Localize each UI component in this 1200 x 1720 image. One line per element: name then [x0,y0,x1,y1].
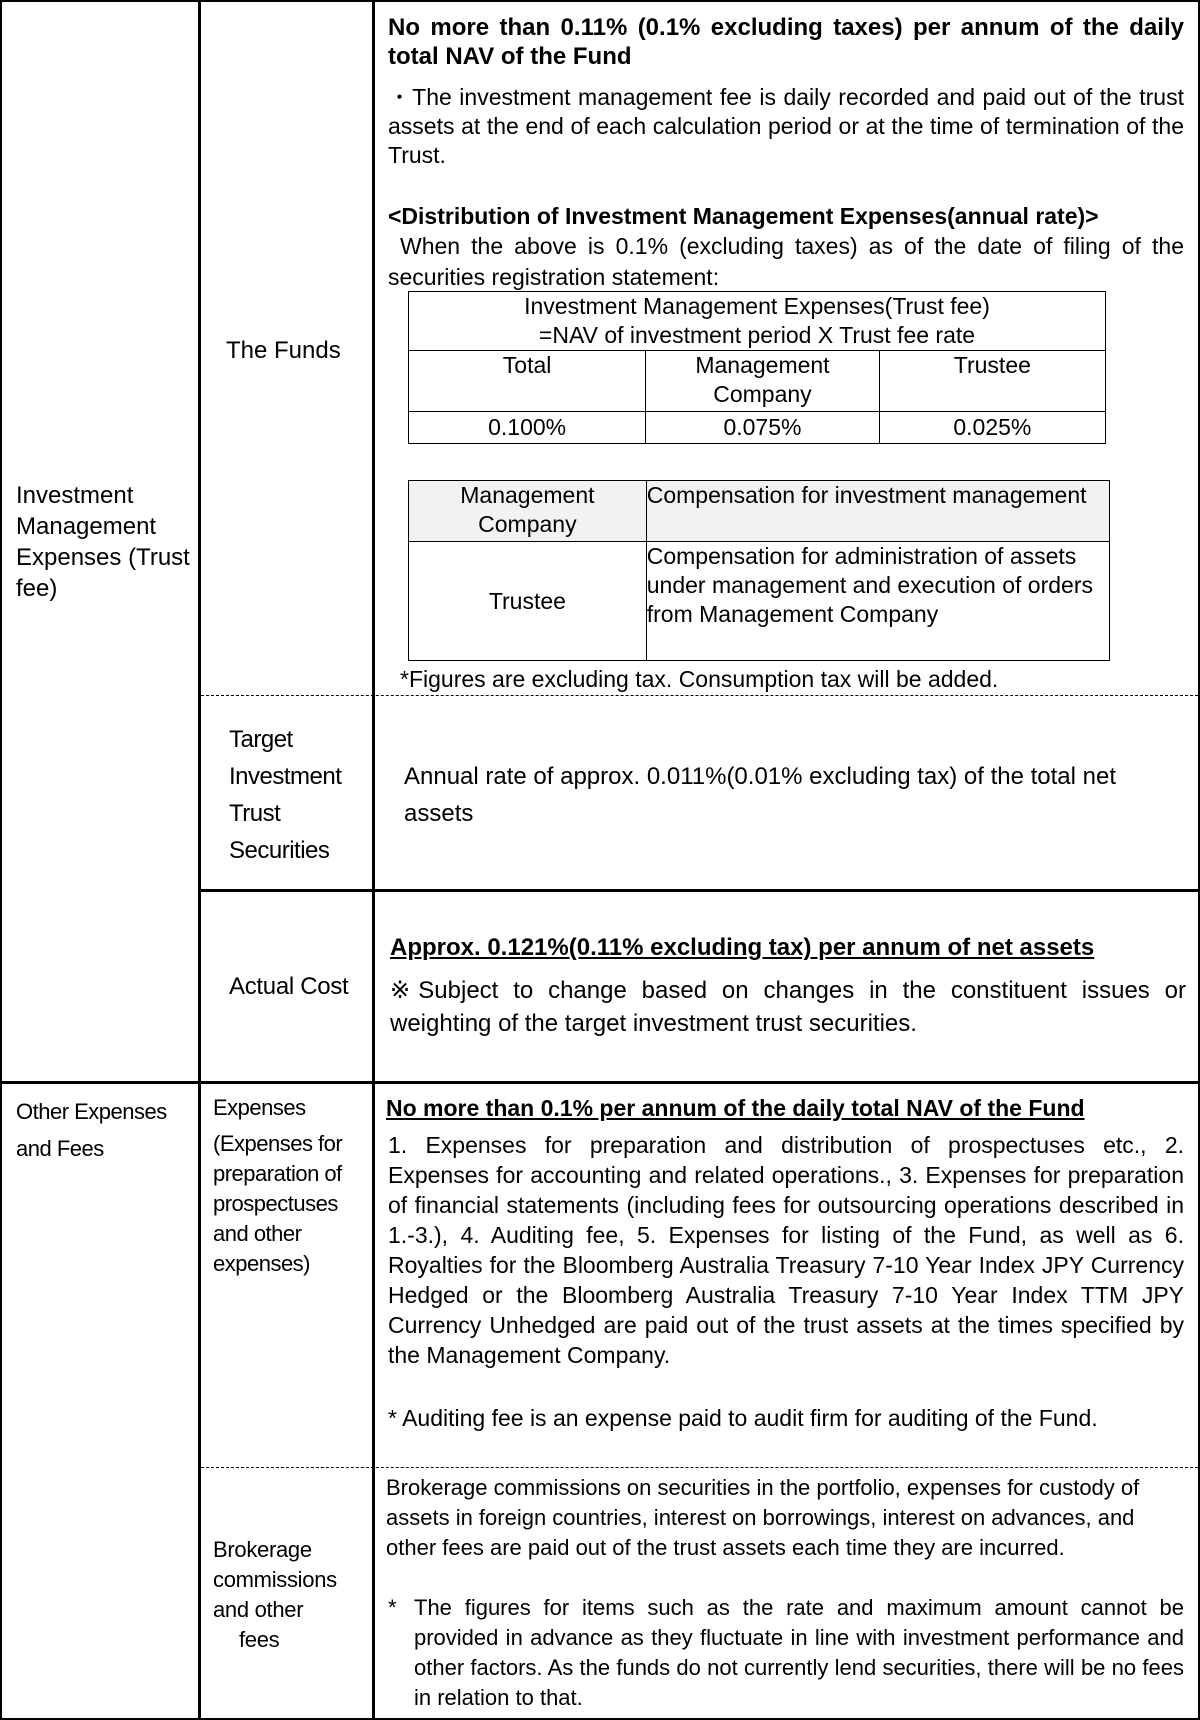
expenses-label-line5: and other [213,1221,302,1246]
target-fee-text: Annual rate of approx. 0.011%(0.01% excluding tax) of the total net assets [404,763,1117,827]
target-label-line3: Trust [229,800,281,827]
expenses-label [213,1093,371,1279]
row-divider-expenses-brokerage [201,1467,1198,1468]
actual-cost-label: Actual Cost [229,973,349,1000]
funds-tax-note: *Figures are excluding tax. Consumption tax will be added. [400,666,999,692]
fee-distribution-table [408,291,1106,444]
column-divider-1 [198,0,201,1720]
actual-cost-text: ※Subject to change based on changes in the constituent issues or weighting of the target investment trust securities. [390,977,1186,1037]
role-row-management [409,481,1110,542]
brokerage-label [213,1535,371,1655]
fee-table-header-total: Total [409,351,646,412]
target-label-line2: Investment [229,763,342,790]
target-label-line4: Securities [229,837,330,864]
fee-value-management: 0.075% [646,412,880,444]
row-divider-main [0,1081,1200,1084]
expenses-label-line4: prospectuses [213,1191,338,1216]
expenses-label-line6: expenses) [213,1251,311,1276]
distribution-intro: When the above is 0.1% (excluding taxes) as of the date of filing of the securities registration statement: [388,233,1184,290]
fee-value-total: 0.100% [409,412,646,444]
brokerage-text: Brokerage commissions on securities in the portfolio, expenses for custody of assets in foreign countries, interest on borrowings, interest on advances, and other fees are paid out of the trust assets each time they are incurred. [386,1475,1140,1560]
distribution-heading: <Distribution of Investment Management Expenses(annual rate)> [388,203,1099,229]
brokerage-label-line3: and other [213,1597,304,1622]
brokerage-label-line1: Brokerage [213,1537,312,1562]
row-divider-target-actual [201,889,1198,892]
fee-table-title-row [409,292,1106,351]
fee-table-title-line1: Investment Management Expenses(Trust fee) [524,293,990,319]
expenses-label-line2: (Expenses for [213,1131,343,1156]
expenses-label-line1: Expenses [213,1095,306,1120]
target-label [229,721,369,869]
row-divider-funds-target [201,695,1198,696]
expenses-heading: No more than 0.1% per annum of the daily total NAV of the Fund [386,1095,1085,1121]
expenses-label-line3: preparation of [213,1161,342,1186]
actual-cost-heading: Approx. 0.121%(0.11% excluding tax) per annum of net assets [390,934,1095,961]
fee-table-header-trustee: Trustee [879,351,1105,412]
role-party-trustee: Trustee [409,542,647,661]
fee-value-trustee: 0.025% [879,412,1105,444]
investment-management-label: Investment Management Expenses (Trust fee) [16,482,190,602]
column-divider-2 [372,0,375,1720]
other-expenses-label: Other Expenses and Fees [16,1099,167,1161]
brokerage-label-line2: commissions [213,1567,337,1592]
role-table [408,480,1110,661]
target-label-line1: Target [229,726,293,753]
fee-table-header-management: Management Company [646,351,880,412]
funds-heading: No more than 0.11% (0.1% excluding taxes) per annum of the daily total NAV of the Fund [388,14,1184,70]
expenses-audit-note: * Auditing fee is an expense paid to audit firm for auditing of the Fund. [388,1405,1098,1431]
brokerage-note: The figures for items such as the rate and maximum amount cannot be provided in advance as they fluctuate in line with investment performance and other factors. As the funds do not currently lend securities, there will be no fees in relation to that. [414,1595,1184,1710]
role-desc-trustee: Compensation for administration of assets under management and execution of orders from Management Company [646,542,1109,661]
role-party-management: Management Company [409,481,647,542]
role-row-trustee [409,542,1110,661]
fee-table-header-row [409,351,1106,412]
fee-table-value-row [409,412,1106,444]
funds-fee-paragraph: ・The investment management fee is daily recorded and paid out of the trust assets at the end of each calculation period or at the time of termination of the Trust. [388,84,1184,168]
brokerage-note-mark: * [388,1595,397,1620]
the-funds-label: The Funds [226,337,341,364]
expenses-text: 1. Expenses for preparation and distribution of prospectuses etc., 2. Expenses for accounting and related operations., 3. Expenses for preparation of financial statements (including fees for outsourcing operations described in 1.-3.), 4. Auditing fee, 5. Expenses for listing of the Fund, as well as 6. Royalties for the Bloomberg Australia Treasury 7-10 Year Index JPY Currency Hedged or the Bloomberg Australia Treasury 7-10 Year Index TTM JPY Currency Unhedged are paid out of the trust assets at the times specified by the Management Company. [388,1132,1184,1368]
brokerage-label-line4: fees [239,1627,280,1652]
role-desc-management: Compensation for investment management [646,481,1109,542]
fee-table-title-line2: =NAV of investment period X Trust fee rate [538,322,976,348]
